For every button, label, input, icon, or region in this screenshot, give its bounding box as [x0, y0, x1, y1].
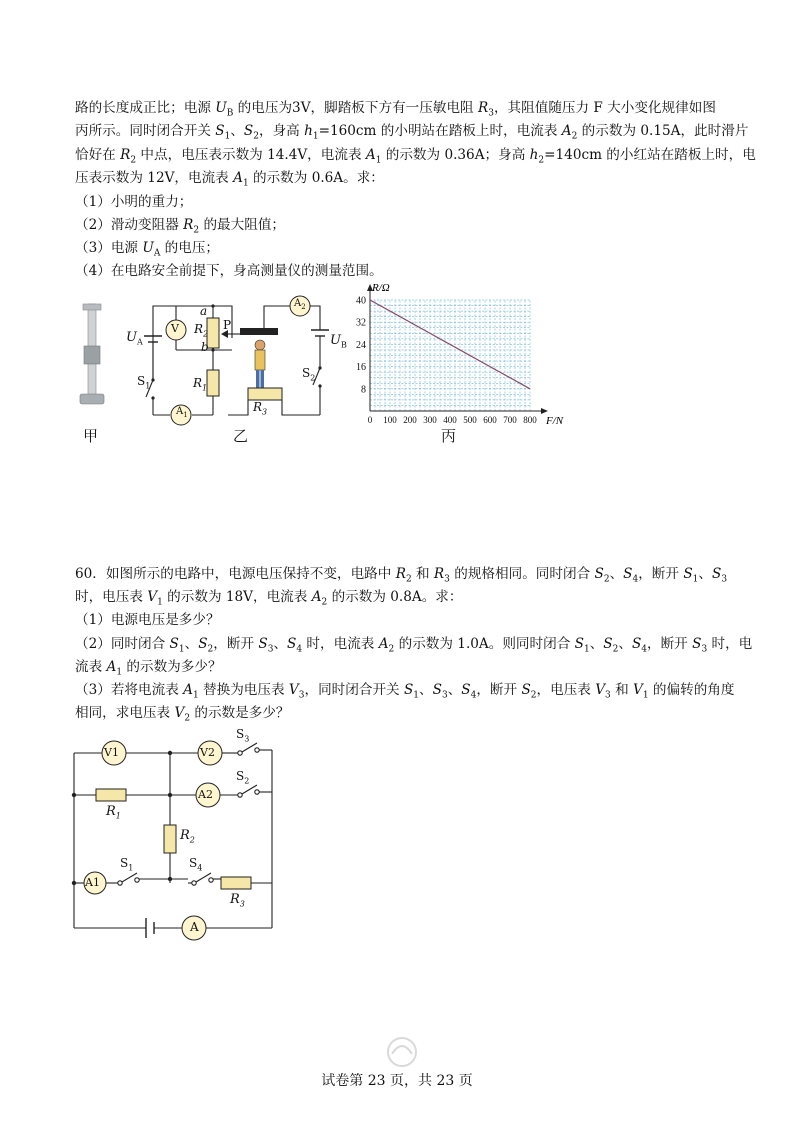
figure-yi-label: 乙 [233, 427, 249, 445]
chart-y-tick-label: 8 [361, 384, 366, 396]
p60-question: （3）若将电流表 $A_1$ 替换为电压表 $V_3$，同时闭合开关 $S_1$、$S_3$、$S_4$，断开 $S_2$，电压表 $V_3$ 和 $V_1$ 的偏转的角度 [75, 682, 735, 701]
label-r1: $R_1$ [193, 376, 208, 393]
chart-x-tick-label: 800 [523, 415, 537, 425]
label-r2: $R_2$ [194, 322, 209, 339]
label-a1: A1 [85, 876, 100, 889]
label-s1: $S_1$ [137, 374, 151, 391]
chart-y-axis-label: R/Ω [372, 282, 390, 294]
p59-line: 丙所示。同时闭合开关 $S_1$、$S_2$，身高 $h_1=160cm$ 的小明站在踏板上时，电流表 $A_2$ 的示数为 0.15A，此时滑片 [75, 123, 749, 142]
p60-question: （2）同时闭合 $S_1$、$S_2$，断开 $S_3$、$S_4$ 时，电流表 $A_2$ 的示数为 1.0A。则同时闭合 $S_1$、$S_2$、$S_4$，断开 $S_3$ 时，电 [75, 636, 753, 655]
chart-y-tick-label: 40 [356, 295, 366, 307]
p60-line: 60．如图所示的电路中，电源电压保持不变，电路中 $R_2$ 和 $R_3$ 的规格相同。同时闭合 $S_2$、$S_4$，断开 $S_1$、$S_3$ [75, 566, 728, 585]
label-b: b [201, 340, 209, 354]
label-v: V [171, 322, 179, 335]
label-s4: $S_4$ [189, 856, 203, 873]
p59-question: （3）电源 $U_A$ 的电压； [75, 240, 220, 259]
label-r1: $R_1$ [106, 804, 121, 821]
p60-line: 流表 $A_1$ 的示数为多少？ [75, 659, 222, 678]
label-v2: V2 [200, 746, 215, 759]
problem-60-circuit [66, 728, 286, 943]
chart-x-tick-label: 0 [367, 415, 373, 425]
figure-bing-chart [340, 278, 580, 430]
chart-x-tick-label: 100 [383, 415, 397, 425]
figure-jia-label: 甲 [83, 427, 99, 445]
label-s3: $S_3$ [236, 727, 250, 744]
p59-question: （4）在电路安全前提下，身高测量仪的测量范围。 [75, 263, 383, 279]
figure-yi-circuit [120, 290, 332, 430]
chart-y-tick-label: 32 [356, 317, 366, 329]
label-p: P [223, 318, 232, 332]
page-footer: 试卷第 23 页，共 23 页 [321, 1073, 473, 1089]
label-a: a [200, 304, 208, 318]
p60-line: 相同，求电压表 $V_2$ 的示数是多少？ [75, 705, 290, 724]
p59-line: 恰好在 $R_2$ 中点，电压表示数为 14.4V，电流表 $A_1$ 的示数为 0.36A；身高 $h_2=140cm$ 的小红站在踏板上时，电 [75, 147, 756, 166]
label-s1: $S_1$ [120, 856, 134, 873]
label-ua: $U_A$ [126, 330, 143, 347]
figure-bing-label: 丙 [441, 427, 457, 445]
p59-question: （2）滑动变阻器 $R_2$ 的最大阻值； [75, 217, 286, 236]
label-s2: $S_2$ [236, 769, 250, 786]
chart-x-tick-label: 200 [403, 415, 417, 425]
chart-x-tick-label: 300 [423, 415, 437, 425]
label-r3: $R_3$ [230, 892, 245, 909]
chart-x-tick-label: 500 [463, 415, 477, 425]
figure-jia-device [72, 300, 112, 412]
label-a: A [190, 920, 199, 934]
chart-x-tick-label: 600 [483, 415, 497, 425]
chart-x-arrow [541, 408, 548, 414]
label-ub: $U_B$ [330, 333, 347, 350]
p59-line: 压表示数为 12V，电流表 $A_1$ 的示数为 0.6A。求： [75, 170, 384, 189]
chart-y-tick-label: 24 [356, 339, 366, 351]
p59-question: （1）小明的重力； [75, 194, 193, 210]
chart-x-tick-label: 400 [443, 415, 457, 425]
chart-y-tick-label: 16 [356, 362, 366, 374]
label-v1: V1 [104, 746, 119, 759]
label-a2: A2 [198, 788, 213, 801]
label-s2: $S_2$ [302, 366, 316, 383]
p60-line: 时，电压表 $V_1$ 的示数为 18V，电流表 $A_2$ 的示数为 0.8A。求： [75, 589, 463, 608]
label-r3: $R_3$ [253, 400, 268, 417]
chart-x-tick-label: 700 [503, 415, 517, 425]
p60-question: （1）电源电压是多少？ [75, 612, 220, 628]
p59-line: 路的长度成正比；电源 $U_B$ 的电压为3V，脚踏板下方有一压敏电阻 $R_3$，其阻值随压力 F 大小变化规律如图 [75, 100, 716, 119]
chart-x-axis-label: F/N [546, 415, 564, 427]
label-a2: $A_2$ [294, 298, 306, 311]
label-a1: $A_1$ [176, 406, 188, 419]
label-r2: $R_2$ [180, 828, 195, 845]
